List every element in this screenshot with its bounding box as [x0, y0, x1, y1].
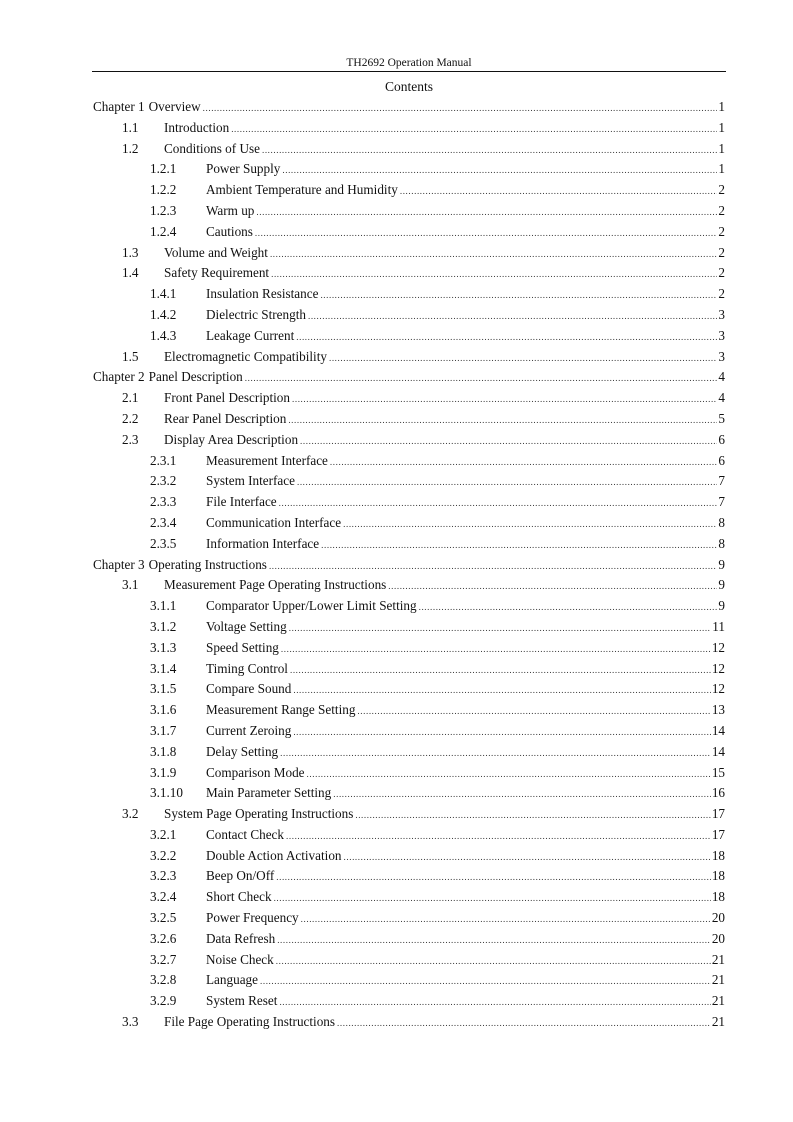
toc-entry-number: 1.3	[122, 244, 139, 260]
toc-entry-title: File Interface	[206, 494, 277, 510]
toc-title: Contents	[384, 79, 433, 94]
toc-entry-page-number: 20	[711, 930, 725, 946]
toc-entry-page-number: 11	[712, 618, 725, 634]
toc-entry-number: 3.2.3	[150, 868, 177, 884]
toc-entry-title: Current Zeroing	[206, 722, 292, 738]
toc-entry-number: 3.1	[122, 577, 139, 593]
toc-entry-title: Dielectric Strength	[206, 306, 306, 322]
dot-leader	[308, 306, 717, 327]
dot-leader	[357, 701, 710, 722]
dot-leader	[300, 431, 717, 452]
dot-leader	[279, 493, 718, 514]
toc-entry[interactable]	[93, 638, 725, 659]
dot-leader	[203, 98, 718, 119]
toc-entry[interactable]	[93, 1012, 725, 1033]
toc-entry[interactable]	[93, 305, 725, 326]
dot-leader	[290, 660, 711, 681]
toc-entry-title: Language	[206, 972, 258, 988]
toc-entry-title: Beep On/Off	[206, 868, 275, 884]
toc-entry[interactable]	[93, 887, 725, 908]
toc-entry-number: 3.1.6	[150, 702, 177, 718]
toc-entry-title: Power Frequency	[206, 910, 299, 926]
toc-entry[interactable]	[93, 679, 725, 700]
dot-leader	[297, 472, 717, 493]
dot-leader	[307, 764, 711, 785]
toc-entry-page-number: 4	[718, 390, 725, 406]
toc-entry-number: 1.2.2	[150, 182, 177, 198]
toc-entry-number: 1.4.3	[150, 327, 177, 343]
dot-leader	[293, 680, 710, 701]
toc-entry-page-number: 14	[711, 743, 725, 759]
toc-entry-title: Voltage Setting	[206, 618, 287, 634]
toc-entry-number: 2.2	[122, 410, 139, 426]
toc-entry-title: System Page Operating Instructions	[164, 806, 354, 822]
toc-entry-number: 1.1	[122, 119, 139, 135]
dot-leader	[288, 410, 717, 431]
toc-entry-page-number: 2	[718, 223, 725, 239]
dot-leader	[269, 556, 717, 577]
dot-leader	[256, 202, 717, 223]
toc-entry-title: Power Supply	[206, 161, 281, 177]
running-header: TH2692 Operation Manual	[346, 57, 472, 69]
toc-entry-page-number: 16	[711, 785, 725, 801]
dot-leader	[282, 160, 717, 181]
toc-entry-title: Ambient Temperature and Humidity	[206, 182, 398, 198]
toc-entry-number: 3.2.7	[150, 951, 177, 967]
toc-entry-number: 3.1.10	[150, 785, 183, 801]
dot-leader	[337, 1013, 711, 1034]
toc-entry-page-number: 17	[711, 806, 725, 822]
toc-entry-number: 3.1.8	[150, 743, 177, 759]
dot-leader	[231, 119, 717, 140]
toc-entry-number: 2.3.1	[150, 452, 177, 468]
toc-entry[interactable]	[93, 159, 725, 180]
toc-entry-page-number: 3	[718, 348, 725, 364]
dot-leader	[277, 930, 711, 951]
toc-entry-title: Communication Interface	[206, 514, 342, 530]
toc-entry-title: Warm up	[206, 202, 255, 218]
dot-leader	[419, 597, 718, 618]
toc-entry[interactable]	[93, 263, 725, 284]
dot-leader	[320, 285, 717, 306]
toc-entry[interactable]	[93, 222, 725, 243]
toc-entry-page-number: 9	[718, 556, 725, 572]
toc-entry-title: Short Check	[206, 889, 272, 905]
toc-entry-page-number: 12	[711, 681, 725, 697]
toc-entry-page-number: 6	[718, 452, 725, 468]
toc-entry[interactable]	[93, 866, 725, 887]
toc-entry-number: 3.2.5	[150, 910, 177, 926]
toc-entry-number: 2.3.4	[150, 514, 177, 530]
dot-leader	[286, 826, 711, 847]
dot-leader	[296, 327, 717, 348]
toc-entry[interactable]	[93, 139, 725, 160]
toc-entry-title: Volume and Weight	[164, 244, 268, 260]
dot-leader	[279, 992, 710, 1013]
toc-entry[interactable]	[93, 513, 725, 534]
toc-entry-page-number: 14	[711, 722, 725, 738]
toc-entry-title: Measurement Page Operating Instructions	[164, 577, 387, 593]
dot-leader	[333, 784, 711, 805]
toc-chapter-entry[interactable]	[93, 555, 725, 576]
toc-entry-number: 3.2.4	[150, 889, 177, 905]
toc-entry-number: 3.1.2	[150, 618, 177, 634]
toc-entry-title: Measurement Interface	[206, 452, 328, 468]
toc-entry-number: 1.4.1	[150, 286, 177, 302]
toc-entry[interactable]	[93, 659, 725, 680]
toc-entry-title: Compare Sound	[206, 681, 292, 697]
toc-entry-page-number: 7	[718, 473, 725, 489]
toc-entry-page-number: 7	[718, 494, 725, 510]
toc-entry-title: System Interface	[206, 473, 295, 489]
toc-entry-page-number: 9	[718, 577, 725, 593]
toc-entry[interactable]	[93, 617, 725, 638]
toc-entry[interactable]	[93, 783, 725, 804]
dot-leader	[270, 244, 717, 265]
toc-entry-number: 3.2.9	[150, 993, 177, 1009]
toc-entry-number: 3.1.3	[150, 639, 177, 655]
toc-entry-title: Panel Description	[148, 369, 243, 385]
toc-entry[interactable]	[93, 534, 725, 555]
toc-entry-number: 3.1.5	[150, 681, 177, 697]
toc-entry[interactable]	[93, 471, 725, 492]
toc-entry-title: Measurement Range Setting	[206, 702, 356, 718]
toc-entry-page-number: 13	[711, 702, 725, 718]
toc-entry-page-number: 2	[718, 286, 725, 302]
toc-entry-title: Information Interface	[206, 535, 320, 551]
toc-entry-title: Display Area Description	[164, 431, 299, 447]
toc-entry-page-number: 21	[711, 951, 725, 967]
dot-leader	[329, 348, 717, 369]
toc-entry-title: Operating Instructions	[148, 556, 267, 572]
toc-entry-page-number: 17	[711, 826, 725, 842]
toc-entry-page-number: 5	[718, 410, 725, 426]
toc-entry-page-number: 6	[718, 431, 725, 447]
toc-entry-page-number: 18	[711, 868, 725, 884]
dot-leader	[289, 618, 712, 639]
dot-leader	[343, 514, 717, 535]
toc-entry-number: 3.1.7	[150, 722, 177, 738]
toc-entry-page-number: 2	[718, 244, 725, 260]
dot-leader	[274, 888, 711, 909]
dot-leader	[255, 223, 718, 244]
dot-leader	[271, 264, 717, 285]
toc-entry-title: Noise Check	[206, 951, 274, 967]
dot-leader	[280, 743, 711, 764]
toc-entry[interactable]	[93, 201, 725, 222]
toc-entry-page-number: 4	[718, 369, 725, 385]
toc-entry-title: Delay Setting	[206, 743, 279, 759]
dot-leader	[400, 181, 718, 202]
dot-leader	[321, 535, 717, 556]
toc-entry-page-number: 2	[718, 265, 725, 281]
dot-leader	[388, 576, 717, 597]
toc-entry-number: 1.2.4	[150, 223, 177, 239]
dot-leader	[344, 847, 711, 868]
toc-entry-title: Overview	[148, 99, 201, 114]
toc-entry[interactable]	[93, 950, 725, 971]
dot-leader	[301, 909, 711, 930]
toc-entry-number: 1.5	[122, 348, 139, 364]
toc-entry-title: File Page Operating Instructions	[164, 1014, 336, 1030]
toc-entry-title: Front Panel Description	[164, 390, 290, 406]
toc-entry-page-number: 18	[711, 847, 725, 863]
toc-entry-title: Contact Check	[206, 826, 285, 842]
toc-entry-title: Comparator Upper/Lower Limit Setting	[206, 598, 417, 614]
toc-entry[interactable]	[93, 118, 725, 139]
toc-entry-number: 2.1	[122, 390, 139, 406]
toc-entry-page-number: 1	[718, 140, 725, 156]
toc-entry-title: Comparison Mode	[206, 764, 305, 780]
toc-entry-page-number: 1	[718, 161, 725, 177]
dot-leader	[245, 368, 718, 389]
toc-entry-page-number: 2	[718, 202, 725, 218]
toc-entry-number: Chapter 3	[93, 556, 145, 572]
toc-entry[interactable]	[93, 284, 725, 305]
toc-entry[interactable]	[93, 409, 725, 430]
toc-entry[interactable]	[93, 596, 725, 617]
toc-entry-page-number: 1	[718, 99, 725, 114]
toc-entry-title: Leakage Current	[206, 327, 295, 343]
toc-entry-number: 1.2.3	[150, 202, 177, 218]
toc-entry[interactable]	[93, 970, 725, 991]
toc-entry-number: 3.2	[122, 806, 139, 822]
dot-leader	[293, 722, 710, 743]
toc-entry-number: 3.2.8	[150, 972, 177, 988]
dot-leader	[262, 140, 717, 161]
toc-entry-page-number: 21	[711, 1014, 725, 1030]
toc-entry-title: Rear Panel Description	[164, 410, 287, 426]
toc-entry-number: 1.2.1	[150, 161, 177, 177]
toc-entry[interactable]	[93, 700, 725, 721]
toc-entry[interactable]	[93, 846, 725, 867]
toc-entry-page-number: 1	[718, 119, 725, 135]
table-of-contents	[93, 97, 725, 1033]
toc-entry-number: 2.3.3	[150, 494, 177, 510]
toc-entry[interactable]	[93, 430, 725, 451]
toc-entry-page-number: 9	[718, 598, 725, 614]
toc-entry-title: Double Action Activation	[206, 847, 342, 863]
toc-entry-title: Data Refresh	[206, 930, 276, 946]
toc-entry-number: 3.2.1	[150, 826, 177, 842]
toc-entry-page-number: 8	[718, 535, 725, 551]
toc-entry[interactable]	[93, 908, 725, 929]
toc-entry[interactable]	[93, 742, 725, 763]
toc-entry-page-number: 3	[718, 327, 725, 343]
toc-entry-page-number: 21	[711, 993, 725, 1009]
toc-entry-page-number: 18	[711, 889, 725, 905]
toc-entry-number: 1.4.2	[150, 306, 177, 322]
toc-entry-title: Introduction	[164, 119, 230, 135]
toc-entry-number: 2.3.5	[150, 535, 177, 551]
toc-entry-number: 1.4	[122, 265, 139, 281]
dot-leader	[276, 867, 711, 888]
header-rule	[92, 71, 726, 72]
toc-entry-title: Safety Requirement	[164, 265, 270, 281]
toc-entry-number: 3.1.4	[150, 660, 177, 676]
toc-entry-number: 2.3.2	[150, 473, 177, 489]
toc-entry-title: System Reset	[206, 993, 278, 1009]
toc-entry-title: Conditions of Use	[164, 140, 260, 156]
toc-entry-number: 3.3	[122, 1014, 139, 1030]
toc-entry-page-number: 15	[711, 764, 725, 780]
toc-entry-title: Insulation Resistance	[206, 286, 319, 302]
toc-entry-number: 3.1.1	[150, 598, 177, 614]
toc-entry[interactable]	[93, 492, 725, 513]
toc-entry[interactable]	[93, 451, 725, 472]
toc-entry-page-number: 8	[718, 514, 725, 530]
toc-entry[interactable]	[93, 929, 725, 950]
toc-entry-number: Chapter 2	[93, 369, 145, 385]
dot-leader	[276, 951, 711, 972]
toc-entry-number: 2.3	[122, 431, 139, 447]
toc-entry[interactable]	[93, 804, 725, 825]
toc-entry-title: Cautions	[206, 223, 253, 239]
toc-entry-title: Electromagnetic Compatibility	[164, 348, 327, 364]
toc-entry-page-number: 3	[718, 306, 725, 322]
toc-entry[interactable]	[93, 180, 725, 201]
toc-entry-title: Speed Setting	[206, 639, 279, 655]
toc-entry[interactable]	[93, 326, 725, 347]
toc-entry-page-number: 2	[718, 182, 725, 198]
toc-entry[interactable]	[93, 991, 725, 1012]
toc-entry[interactable]	[93, 347, 725, 368]
toc-entry-number: 3.1.9	[150, 764, 177, 780]
toc-entry[interactable]	[93, 825, 725, 846]
toc-entry[interactable]	[93, 763, 725, 784]
dot-leader	[292, 389, 717, 410]
toc-chapter-entry[interactable]	[93, 367, 725, 388]
toc-entry[interactable]	[93, 721, 725, 742]
toc-chapter-entry[interactable]	[93, 97, 725, 118]
toc-entry-page-number: 12	[711, 639, 725, 655]
toc-entry-number: Chapter 1	[93, 99, 145, 114]
toc-entry-title: Main Parameter Setting	[206, 785, 332, 801]
dot-leader	[330, 452, 717, 473]
dot-leader	[281, 639, 711, 660]
toc-entry[interactable]	[93, 243, 725, 264]
toc-entry-page-number: 12	[711, 660, 725, 676]
toc-entry-number: 3.2.2	[150, 847, 177, 863]
toc-entry-number: 3.2.6	[150, 930, 177, 946]
toc-entry-page-number: 21	[711, 972, 725, 988]
dot-leader	[355, 805, 710, 826]
toc-entry-title: Timing Control	[206, 660, 288, 676]
toc-entry-number: 1.2	[122, 140, 139, 156]
toc-entry[interactable]	[93, 575, 725, 596]
toc-entry-page-number: 20	[711, 910, 725, 926]
toc-entry[interactable]	[93, 388, 725, 409]
dot-leader	[260, 971, 711, 992]
